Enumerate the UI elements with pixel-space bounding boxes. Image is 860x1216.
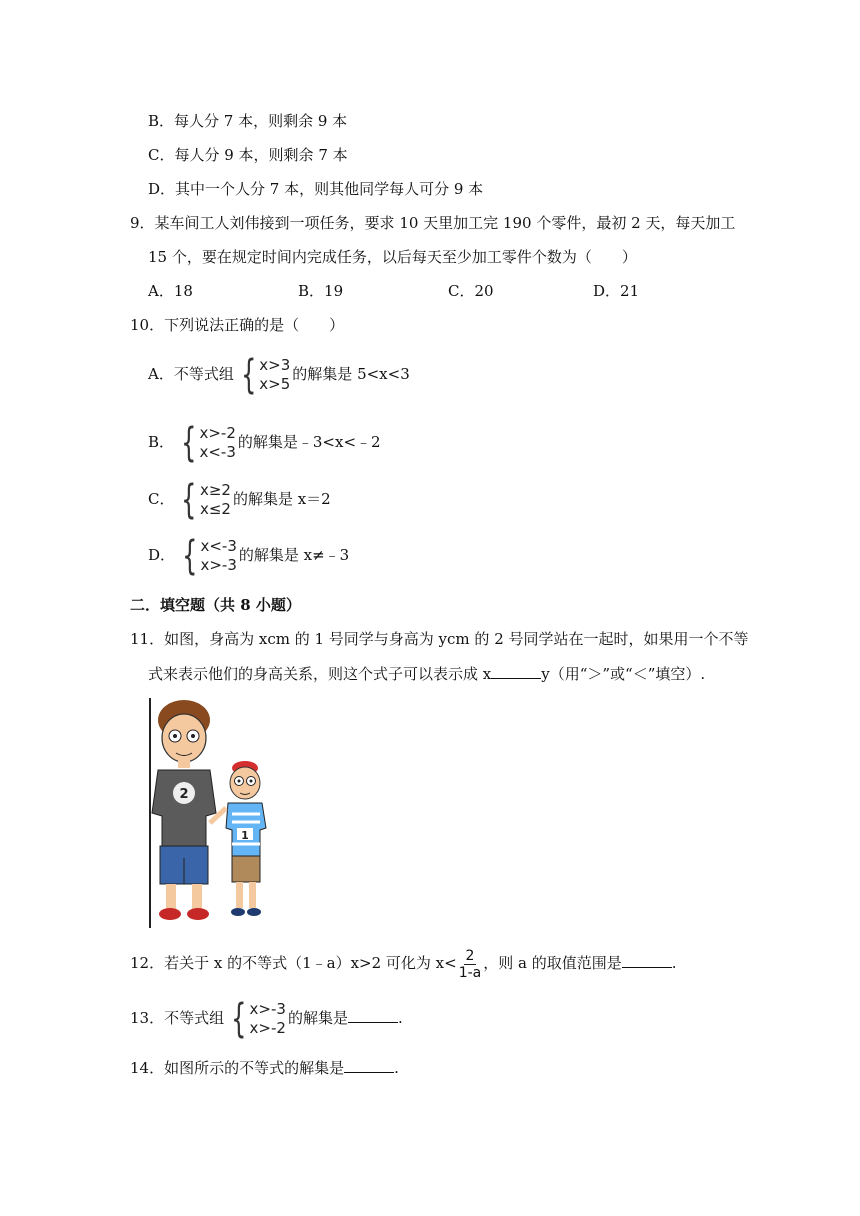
q10-b-row2: x<-3	[199, 443, 236, 461]
left-brace-icon: {	[240, 352, 257, 398]
q9-stem-line2: 15 个，要在规定时间内完成任务，以后每天至少加工零件个数为（ ）	[148, 248, 637, 266]
q10-a-row2: x>5	[259, 375, 291, 393]
q10-c-system	[176, 477, 231, 523]
q9-stem-line1: 9．某车间工人刘伟接到一项任务，要求 10 天里加工完 190 个零件，最初 2 天，每天加工	[130, 214, 736, 232]
q8-option-b: B．每人分 7 本，则剩余 9 本	[148, 112, 348, 130]
q8-option-c: C．每人分 9 本，则剩余 7 本	[148, 146, 348, 164]
q10-d-prefix: D．	[148, 546, 176, 564]
q8-option-d: D．其中一个人分 7 本，则其他同学每人可分 9 本	[148, 180, 484, 198]
q10-option-a	[148, 352, 410, 396]
q12-fraction-denominator: 1-a	[458, 964, 482, 981]
q13-stem	[130, 996, 403, 1040]
tall-boy-figure	[152, 700, 216, 920]
q13-prefix: 13．不等式组	[130, 1009, 225, 1027]
q10-d-suffix: 的解集是 x≠﹣3	[238, 546, 350, 564]
left-brace-icon: {	[181, 420, 197, 466]
q10-d-system	[177, 533, 237, 579]
answer-blank[interactable]	[491, 664, 541, 679]
left-brace-icon: {	[231, 996, 247, 1042]
q9-option-c: C．20	[448, 282, 494, 300]
section-title: 二．填空题（共 8 小题）	[130, 596, 301, 614]
q12-fraction	[459, 948, 482, 981]
q12-fraction-numerator: 2	[465, 947, 475, 964]
q11-line2-suffix: y（用“＞”或“＜”填空）.	[541, 665, 706, 683]
short-boy-shirt-number: 1	[241, 829, 249, 842]
q10-a-suffix: 的解集是 5<x<3	[292, 365, 410, 383]
answer-blank[interactable]	[348, 1008, 398, 1023]
tall-boy-shirt-number: 2	[179, 787, 189, 802]
q10-d-row2: x>-3	[200, 556, 237, 574]
q9-option-d: D．21	[593, 282, 640, 300]
q10-b-suffix: 的解集是﹣3<x<﹣2	[237, 433, 381, 451]
q14-end: .	[394, 1059, 399, 1077]
q14-stem	[130, 1057, 399, 1079]
q11-stem-line1: 11．如图，身高为 xcm 的 1 号同学与身高为 ycm 的 2 号同学站在一起时，如果用一个不等	[130, 630, 749, 648]
q10-c-row1: x≥2	[199, 481, 231, 499]
q10-d-row1: x<-3	[200, 537, 237, 555]
q13-row1: x>-3	[249, 1000, 286, 1018]
q13-end: .	[397, 1009, 403, 1027]
left-brace-icon: {	[181, 477, 197, 523]
q11-line2-prefix: 式来表示他们的身高关系，则这个式子可以表示成 x	[148, 665, 492, 683]
short-boy-figure	[210, 761, 266, 916]
q10-c-prefix: C．	[148, 490, 175, 508]
q10-a-prefix: A．不等式组	[148, 365, 234, 383]
q10-option-c	[148, 477, 331, 521]
q13-row2: x>-2	[249, 1019, 286, 1037]
q10-b-prefix: B．	[148, 433, 175, 451]
q10-c-suffix: 的解集是 x＝2	[232, 490, 331, 508]
answer-blank[interactable]	[622, 953, 672, 968]
q14-prefix: 14．如图所示的不等式的解集是	[130, 1059, 345, 1077]
q10-c-row2: x≤2	[199, 500, 231, 518]
q10-b-system	[176, 420, 236, 466]
q12-suffix: ，则 a 的取值范围是	[483, 954, 622, 972]
q12-stem	[130, 943, 677, 983]
q13-system	[226, 996, 286, 1042]
q10-a-system	[236, 352, 291, 398]
q11-stem-line2	[148, 663, 705, 685]
q9-option-a: A．18	[148, 282, 193, 300]
answer-blank[interactable]	[344, 1058, 394, 1073]
q12-prefix: 12．若关于 x 的不等式（1﹣a）x>2 可化为 x<	[130, 954, 457, 972]
q10-option-d	[148, 533, 349, 577]
q10-stem: 10．下列说法正确的是（ ）	[130, 316, 345, 334]
left-brace-icon: {	[182, 533, 198, 579]
q10-a-row1: x>3	[259, 356, 291, 374]
q12-end: .	[671, 954, 677, 972]
q10-b-row1: x>-2	[199, 424, 236, 442]
q11-boys-illustration	[148, 698, 278, 928]
q13-suffix: 的解集是	[287, 1009, 348, 1027]
q10-option-b	[148, 420, 381, 464]
q9-option-b: B．19	[298, 282, 344, 300]
